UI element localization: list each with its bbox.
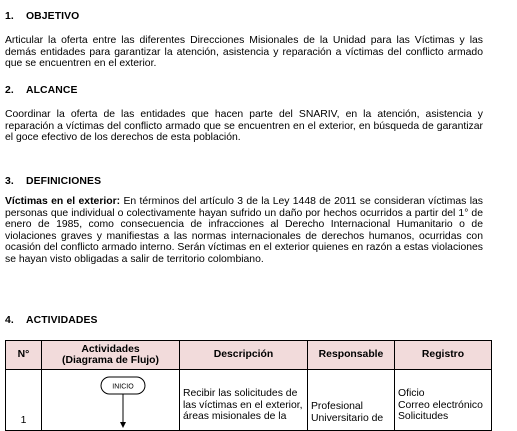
header-activities-title: Actividades <box>81 343 140 355</box>
section-heading-actividades <box>5 315 98 326</box>
section-title: ACTIVIDADES <box>26 315 98 326</box>
header-activities-subtitle: (Diagrama de Flujo) <box>62 355 159 366</box>
header-record: Registro <box>395 341 492 370</box>
section-number: 4. <box>5 315 14 326</box>
description-cell <box>180 370 308 431</box>
section-number: 1. <box>5 11 14 22</box>
definition-term: Víctimas en el exterior: <box>5 196 121 207</box>
section-number: 2. <box>5 85 14 96</box>
header-number: N° <box>6 341 42 370</box>
section-title: DEFINICIONES <box>26 176 102 187</box>
record-cell <box>395 370 492 431</box>
section-title: OBJETIVO <box>26 11 80 22</box>
responsible-line: Universitario de <box>311 412 384 424</box>
header-responsible: Responsable <box>308 341 395 370</box>
table-header-row <box>6 341 492 370</box>
section-heading-alcance <box>5 85 78 96</box>
flowchart-diagram <box>42 370 180 430</box>
row-number: 1 <box>20 415 27 426</box>
record-line: Solicitudes <box>398 411 449 423</box>
section-text-alcance: Coordinar la oferta de las entidades que hacen parte del SNARIV, en la atención, asistencia y reparación a víctimas del conflicto armado que se encuentren en el exterior, en búsqueda de garantizar el goce efectivo de los derechos de esta población. <box>5 109 483 144</box>
section-title: ALCANCE <box>26 85 78 96</box>
header-activities <box>42 341 180 370</box>
definition-text: En términos del artículo 3 de la Ley 1448 de 2011 se consideran víctimas las personas que individual o colectivamente hayan sufrido un daño por hechos ocurridos a partir del 1° de enero de 1985, como consecuencia de infracciones al Derecho Internacional Humanitario o de violaciones graves y manifiestas a las normas internacionales de derechos humanos, ocurridas con ocasión del conflicto armado interno. Serán víctimas en el exterior quienes en razón a estas violaciones se hayan visto obligadas a salir de territorio colombiano. <box>5 196 483 265</box>
responsible-cell <box>308 370 395 431</box>
flowchart-cell <box>42 370 180 431</box>
section-text-objetivo: Articular la oferta entre las diferentes Direcciones Misionales de la Unidad para las Víctimas y las demás entidades para garantizar la atención, asistencia y reparación a víctimas del conflicto armado que se encuentren en el exterior. <box>5 35 483 70</box>
row-number-cell <box>6 370 42 431</box>
section-heading-definiciones <box>5 176 101 187</box>
section-heading-objetivo <box>5 11 79 22</box>
responsible-line: Profesional <box>311 401 363 412</box>
activities-table <box>5 340 492 431</box>
header-description: Descripción <box>180 341 308 370</box>
section-number: 3. <box>5 176 14 187</box>
record-line: Oficio <box>398 388 425 399</box>
flow-arrow-head-icon <box>120 422 126 428</box>
section-text-definiciones <box>5 196 483 266</box>
table-row <box>6 370 492 431</box>
record-line: Correo electrónico <box>398 399 483 411</box>
description-line: áreas misionales de la <box>183 411 287 423</box>
description-line: Recibir las solicitudes de <box>183 388 298 399</box>
flow-start-label: INICIO <box>112 383 134 391</box>
description-line: las víctimas en el exterior, <box>183 399 303 411</box>
